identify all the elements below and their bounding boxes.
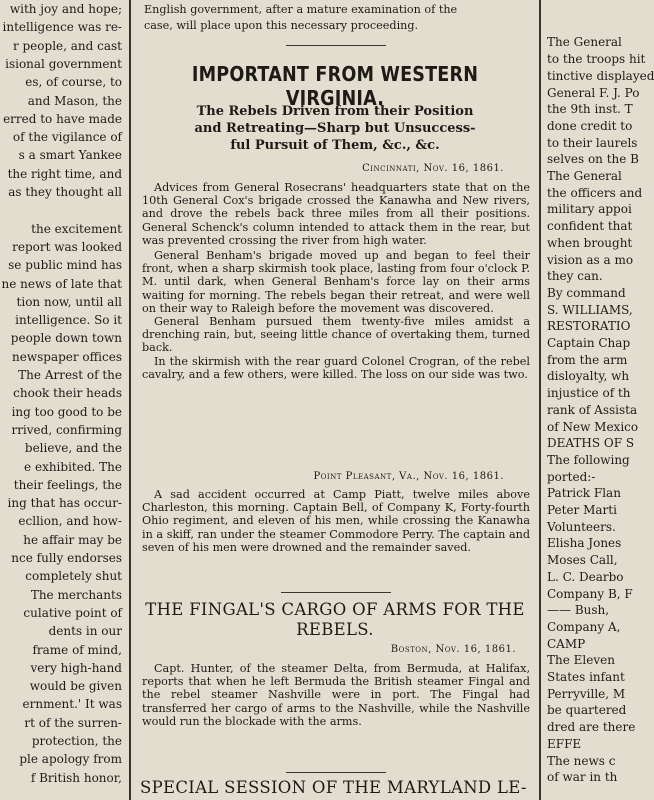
right-column-line: of war in th: [547, 770, 618, 785]
headline-line: THE FINGAL'S CARGO OF ARMS FOR THE: [145, 600, 525, 619]
left-column-line: rrived, confirming: [11, 422, 122, 437]
right-column-line: —— Bush,: [547, 603, 610, 618]
right-column-line: Captain Chap: [547, 336, 631, 350]
column-rule-left: [129, 0, 131, 800]
left-column-line: as they thought all: [8, 185, 122, 199]
right-column-line: DEATHS OF S: [547, 436, 635, 451]
right-column-line: The General: [547, 169, 622, 183]
right-column-line: ported:-: [547, 469, 596, 484]
right-column-line: The General: [547, 35, 622, 50]
right-column-line: The following: [547, 452, 630, 467]
right-column-line: tinctive displayed: [547, 68, 654, 83]
right-column-line: The news c: [547, 753, 616, 768]
right-column-line: the officers and: [547, 185, 643, 200]
paragraph: Advices from General Rosecrans' headquarters state that on the 10th General Cox's brigade crossed the Kanawha and New rivers, and drove the rebels back three miles from all their positions. General Schenck's column intended to attack them in the rear, but was prevented crossing the river from high water.: [142, 181, 530, 247]
paragraph: A sad accident occurred at Camp Piatt, twelve miles above Charleston, this morning. Captain Bell, of Company K, Forty-fourth Ohio regiment, and eleven of his men, while crossing the Kanawha in a skiff, ran under the steamer Commodore Perry. The captain and seven of his men were drowned and the remainder saved.: [142, 488, 530, 554]
right-column-line: injustice of th: [547, 386, 631, 401]
left-column-line: protection, the: [31, 734, 122, 748]
left-column-line: r people, and cast: [12, 38, 122, 53]
right-column-line: rank of Assista: [547, 402, 638, 417]
headline-line: REBELS.: [296, 620, 374, 639]
right-column-line: The Eleven: [547, 653, 615, 668]
paragraph: General Benham pursued them twenty-five miles amidst a drenching rain, but, seeing little chance of overtaking them, turned back.: [142, 315, 530, 355]
left-column-line: e exhibited. The: [24, 459, 122, 474]
column-rule-right: [539, 0, 541, 800]
left-column-line: people down town: [10, 331, 122, 346]
right-column-line: By command: [547, 285, 626, 300]
right-column-line: military appoi: [547, 202, 632, 217]
top-fragment: [144, 2, 528, 34]
dateline: Point Pleasant, Va., Nov. 16, 1861.: [313, 471, 504, 482]
left-column-line: of the vigilance of: [12, 130, 122, 145]
left-column-line: The Arrest of the: [18, 368, 122, 382]
divider: [286, 772, 386, 773]
left-column-line: rt of the surren-: [24, 715, 122, 730]
right-column-line: to their laurels: [547, 135, 638, 150]
left-column-line: isional government: [5, 56, 122, 71]
right-column-line: to the troops hit: [547, 52, 646, 67]
right-column-line: disloyalty, wh: [547, 369, 630, 384]
right-column-line: Perryville, M: [547, 686, 626, 701]
left-column-line: completely shut: [25, 569, 122, 584]
left-column-line: ple apology from: [19, 752, 122, 767]
left-column-line: ing too good to be: [11, 404, 122, 419]
dateline: Cincinnati, Nov. 16, 1861.: [362, 163, 504, 174]
right-column: [545, 0, 654, 800]
left-column-line: chook their heads: [13, 386, 122, 401]
right-column-line: when brought: [547, 235, 633, 250]
top-fragment-line: English government, after a mature examination of the: [144, 3, 458, 16]
left-column-line: se public mind has: [8, 258, 122, 273]
right-column-line: done credit to: [547, 118, 633, 133]
right-column-line: dred are there: [547, 720, 636, 735]
right-column-line: Company A,: [547, 619, 621, 634]
right-column-line: of New Mexico: [547, 419, 639, 434]
left-column-line: report was looked: [12, 239, 122, 254]
paragraph: Capt. Hunter, of the steamer Delta, from Bermuda, at Halifax, reports that when he left Bermuda the British steamer Fingal and the rebel steamer Nashville were in port. The Fingal had transferred her cargo of arms to the Nashville, while the Nashville would run the blockade with the arms.: [142, 662, 530, 728]
left-column-line: f British honor,: [30, 770, 122, 785]
left-column-line: ing that has occur-: [7, 496, 122, 511]
left-column-line: very high-hand: [30, 660, 122, 675]
right-column-line: General F. J. Po: [547, 85, 640, 100]
left-column-line: with joy and hope;: [9, 2, 122, 16]
article-body: [142, 488, 530, 554]
left-column-line: erred to have made: [3, 111, 122, 126]
subhead-line: ful Pursuit of Them, &c., &c.: [230, 138, 440, 153]
left-column-line: newspaper offices: [12, 349, 122, 364]
left-column-line: nce fully endorses: [11, 551, 122, 565]
left-column-line: tion now, until all: [16, 294, 122, 309]
left-column-line: the right time, and: [7, 166, 122, 181]
left-column: [0, 0, 124, 800]
left-column-line: The merchants: [30, 587, 122, 602]
left-column-line: s a smart Yankee: [18, 148, 122, 163]
center-column: [136, 0, 534, 800]
right-column-line: Moses Call,: [547, 553, 618, 568]
right-column-line: L. C. Dearbo: [547, 569, 624, 584]
right-column-line: Elisha Jones: [547, 536, 622, 551]
left-column-line: ne news of late that: [1, 276, 122, 291]
right-column-line: from the arm: [547, 352, 628, 367]
right-column-line: S. WILLIAMS,: [547, 302, 633, 317]
right-column-line: Peter Marti: [547, 503, 617, 517]
right-column-line: selves on the B: [547, 152, 640, 167]
left-column-line: dents in our: [48, 624, 122, 639]
article-headline: IMPORTANT FROM WESTERN VIRGINIA.: [191, 62, 479, 110]
left-column-line: and Mason, the: [27, 93, 122, 108]
divider: [281, 592, 391, 593]
article-headline: [136, 600, 534, 640]
right-column-line: CAMP: [547, 636, 586, 651]
paragraph: General Benham's brigade moved up and began to feel their front, when a sharp skirmish took place, lasting from four o'clock P. M. until dark, when General Benham's force lay on their arms waiting for morning. The rebels began their retreat, and were well on their way to Raleigh before the movement was discovered.: [142, 249, 530, 315]
right-column-line: the 9th inst. T: [547, 102, 633, 117]
left-column-line: intelligence was re-: [2, 20, 122, 35]
right-column-line: they can.: [547, 269, 603, 284]
article-headline: SPECIAL SESSION OF THE MARYLAND LE-: [140, 778, 527, 797]
right-column-line: be quartered: [547, 703, 627, 718]
right-column-line: vision as a mo: [547, 252, 634, 267]
left-column-line: believe, and the: [24, 441, 122, 456]
divider: [286, 45, 386, 46]
left-column-line: the excitement: [31, 221, 122, 236]
left-column-line: intelligence. So it: [15, 313, 122, 328]
right-column-line: States infant: [547, 670, 625, 684]
article-subheadline: [136, 103, 534, 154]
right-column-line: Company B, F: [547, 586, 633, 601]
subhead-line: The Rebels Driven from their Position: [196, 104, 474, 119]
left-column-line: ecllion, and how-: [18, 514, 122, 529]
left-column-line: their feelings, the: [13, 477, 122, 492]
article-body: [142, 662, 530, 728]
right-column-line: EFFE: [547, 736, 582, 751]
left-column-line: ernment.' It was: [22, 697, 122, 712]
right-column-line: RESTORATIO: [547, 319, 631, 334]
top-fragment-line: case, will place upon this necessary proceeding.: [144, 19, 419, 32]
right-column-line: confident that: [547, 219, 633, 234]
paragraph: In the skirmish with the rear guard Colonel Crogran, of the rebel cavalry, and a few others, were killed. The loss on our side was two.: [142, 354, 530, 381]
dateline: Boston, Nov. 16, 1861.: [390, 644, 516, 655]
left-column-line: es, of course, to: [25, 75, 122, 90]
left-column-line: would be given: [29, 679, 122, 694]
right-column-line: Volunteers.: [547, 519, 616, 534]
article-body: [142, 181, 530, 381]
left-column-line: frame of mind,: [32, 642, 122, 657]
right-column-line: Patrick Flan: [547, 486, 621, 501]
subhead-line: and Retreating—Sharp but Unsuccess-: [194, 121, 476, 136]
left-column-line: he affair may be: [23, 532, 122, 547]
left-column-line: culative point of: [23, 605, 122, 620]
